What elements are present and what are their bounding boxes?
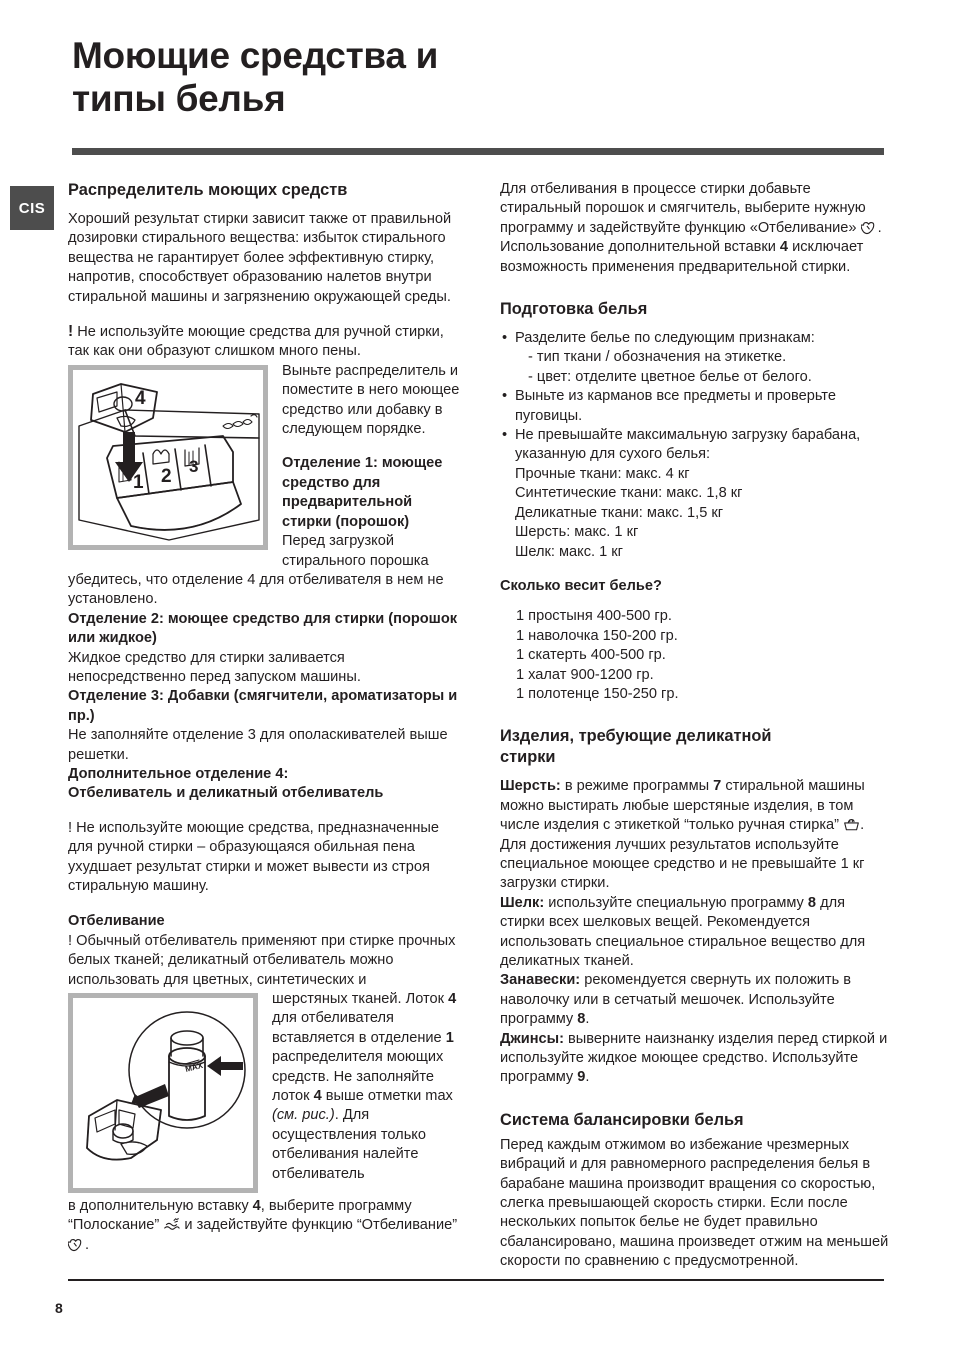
paragraph-wool	[500, 777, 892, 893]
final-text-1: в дополнительную вставку	[68, 1198, 253, 1215]
paragraph-compartment-1: Перед загрузкой стирального порошка убедитесь, что отделение 4 для отбеливателя в нем не установлено.	[68, 533, 444, 608]
bleach-text-3: распределителя моющих средств. Не заполняйте лоток	[272, 1049, 444, 1105]
load-limit-wool: Шерсть: макс. 1 кг	[515, 524, 639, 541]
label-compartment-1: 1	[133, 471, 144, 493]
label-max: MAX	[184, 1060, 204, 1074]
label-insert-4: 4	[135, 387, 146, 409]
paragraph-compartment-2: Жидкое средство для стирки заливается непосредственно перед запуском машины.	[68, 649, 361, 685]
final-text-4: .	[85, 1236, 90, 1253]
load-limit-delicate: Деликатные ткани: макс. 1,5 кг	[515, 504, 724, 521]
paragraph-curtains	[500, 971, 892, 1029]
figure1-flow-block	[68, 362, 460, 610]
label-silk: Шелк:	[500, 894, 545, 911]
warning2-text: Не используйте моющие средства, предназначенные для ручной стирки – образующаяся обильная пена ухудшает результат стирки и может вывести из строя стиральную машину.	[68, 819, 440, 894]
silk-program-number: 8	[807, 894, 817, 911]
paragraph-bleach-during-wash	[500, 180, 892, 277]
final-bold-4: 4	[252, 1198, 261, 1215]
paragraph-bleaching: ! Обычный отбеливатель применяют при стирке прочных белых тканей; деликатный отбеливатель можно использовать для цветных, синтетических и	[68, 932, 456, 988]
figure-detergent-dispenser-drawer	[68, 365, 268, 550]
heading-balance-system: Система балансировки белья	[500, 1110, 744, 1129]
heading-compartment-1: Отделение 1: моющее средство для предварительной стирки (порошок)	[282, 455, 443, 530]
jeans-program-number: 9	[577, 1069, 586, 1086]
title-divider	[72, 148, 884, 155]
warning-mark: !	[68, 323, 74, 341]
hand-wash-icon	[843, 817, 860, 832]
bleach-icon	[68, 1237, 85, 1252]
bleach-text-5: . Для осуществления только отбеливания налейте отбеливатель	[272, 1107, 426, 1182]
list-item: 1 полотенце 150-250 гр.	[516, 685, 679, 702]
language-tab-cis: CIS	[10, 186, 54, 230]
bleach-bold-4a: 4	[448, 991, 457, 1008]
curtains-text-1: рекомендуется свернуть их положить в наволочку или в сетчатый мешочек. Используйте программу	[500, 972, 852, 1028]
list-item: 1 скатерть 400-500 гр.	[516, 647, 666, 664]
delicate-heading-line2: стирки	[500, 748, 556, 767]
curtains-program-number: 8	[577, 1011, 586, 1028]
heading-delicate-items	[500, 726, 892, 768]
left-column	[68, 180, 460, 1255]
warning-text: Не используйте моющие средства для ручной стирки, так как они образуют слишком много пены.	[68, 324, 444, 360]
heading-compartment-4-line1: Дополнительное отделение 4:	[68, 765, 289, 782]
intro-text-1: Для отбеливания в процессе стирки добавьте стиральный порошок и смягчитель, выберите нужную программу и задействуйте функцию «Отбеливание»	[500, 181, 866, 236]
silk-text-2: для стирки всех шелковых вещей. Рекомендуется использовать специальное стиральное вещество для деликатных тканей.	[500, 894, 866, 969]
heading-laundry-preparation: Подготовка белья	[500, 300, 648, 319]
label-jeans: Джинсы:	[500, 1030, 564, 1047]
bleach-function-icon	[861, 220, 878, 235]
heading-compartment-4-line2: Отбеливатель и деликатный отбеливатель	[68, 785, 384, 802]
final-text-3: и задействуйте функцию “Отбеливание”	[180, 1217, 458, 1234]
load-limit-synthetic: Синтетические ткани: макс. 1,8 кг	[515, 485, 743, 502]
page-title-line2: типы белья	[72, 78, 286, 119]
paragraph-remove-dispenser: Выньте распределитель и поместите в него моющее средство или добавку в следующем порядке.	[282, 362, 460, 438]
label-compartment-3: 3	[189, 456, 199, 476]
bleach-bold-1: 1	[445, 1029, 454, 1046]
paragraph-balance-system: Перед каждым отжимом во избежание чрезмерных вибраций и для равномерного распределения белья в барабане машина производит вращения со скоростью, слегка превышающей скорость стирки. Если после нескольких попыток белье не будет правильно сбалансировано, машина произведет отжим на меньшей скорости по сравнению с предусмотренной.	[500, 1136, 889, 1270]
load-limit-silk: Шелк: макс. 1 кг	[515, 543, 623, 560]
wool-text-2: стиральной машины можно выстирать любые шерстяные изделия, в том числе изделия с этикеткой “только ручная стирка”	[500, 778, 865, 834]
list-preparation-steps	[500, 329, 892, 562]
figure2-flow-block	[68, 990, 460, 1197]
wool-program-number: 7	[713, 778, 722, 795]
final-text-2: , выберите программу “Полоскание”	[68, 1198, 412, 1234]
dispenser-drawer-illustration	[73, 370, 263, 545]
label-wool: Шерсть:	[500, 778, 561, 795]
list-item: 1 простыня 400-500 гр.	[516, 608, 672, 625]
wool-text-1: в режиме программы	[560, 778, 714, 795]
paragraph-silk	[500, 894, 892, 972]
bleach-text-2: для отбеливателя вставляется в отделение	[272, 1010, 446, 1046]
rinse-icon	[163, 1217, 180, 1232]
warning-hand-wash-detergent	[68, 322, 460, 362]
right-column	[500, 180, 892, 1272]
bleach-bold-4b: 4	[313, 1088, 322, 1105]
jeans-text-1: выверните наизнанку изделия перед стиркой и используйте жидкое моющее средство. Используйте программу	[500, 1030, 888, 1086]
delicate-heading-line1: Изделия, требующие деликатной	[500, 727, 772, 746]
page-title-line1: Моющие средства и	[72, 35, 439, 76]
heading-bleaching: Отбеливание	[68, 913, 165, 930]
prep-subline-fabric-type: - тип ткани / обозначения на этикетке.	[528, 349, 787, 366]
paragraph-bleach-only-program	[68, 1197, 460, 1255]
heading-laundry-weights: Сколько весит белье?	[500, 577, 662, 594]
silk-text-1: используйте специальную программу	[544, 894, 808, 911]
wool-text-3: . Для достижения лучших результатов используйте специальное моющее средство и не превышайте 1 кг загрузки стирки.	[500, 817, 865, 892]
paragraph-jeans	[500, 1030, 892, 1088]
list-item: 1 наволочка 150-200 гр.	[516, 627, 678, 644]
footer-divider	[68, 1279, 884, 1281]
bleach-text-4: выше отметки max	[321, 1088, 453, 1105]
load-limit-durable: Прочные ткани: макс. 4 кг	[515, 465, 690, 482]
warning2-mark: !	[68, 819, 73, 836]
prep-bullet-3: Не превышайте максимальную загрузку барабана, указанную для сухого белья:	[515, 427, 861, 463]
intro-text-3: исключает возможность применения предварительной стирки.	[500, 239, 864, 275]
heading-detergent-dispenser: Распределитель моющих средств	[68, 181, 348, 199]
prep-bullet-1: Разделите белье по следующим признакам:	[515, 330, 815, 347]
list-item	[500, 329, 892, 387]
list-item	[500, 387, 892, 426]
prep-bullet-2: Выньте из карманов все предметы и проверьте пуговицы.	[515, 388, 836, 424]
page-number: 8	[55, 1300, 63, 1316]
paragraph-compartment-3: Не заполняйте отделение 3 для ополаскивателей выше решетки.	[68, 727, 448, 763]
bleach-text-1: шерстяных тканей. Лоток	[272, 991, 449, 1008]
jeans-text-2: .	[585, 1069, 590, 1086]
list-item	[500, 426, 892, 562]
heading-compartment-2: Отделение 2: моющее средство для стирки (порошок или жидкое)	[68, 610, 458, 647]
heading-compartment-3: Отделение 3: Добавки (смягчители, ароматизаторы и пр.)	[68, 688, 458, 724]
figure-bleach-tray-detail	[68, 993, 258, 1193]
bleach-tray-illustration	[73, 998, 253, 1188]
paragraph-dosage: Хороший результат стирки зависит также от правильной дозировки стирального вещества: избыток стирального вещества не гарантирует более эффективную стирку, напротив, способствует образованию налетов внутри стиральной машины и загрязнению окружающей среды.	[68, 211, 452, 305]
curtains-text-2: .	[585, 1011, 590, 1028]
label-compartment-2: 2	[161, 465, 172, 487]
prep-subline-color: - цвет: отделите цветное белье от белого.	[528, 368, 812, 385]
bleach-italic-note: (см. рис.)	[272, 1107, 335, 1124]
page-title	[72, 34, 712, 120]
label-curtains: Занавески:	[500, 972, 581, 989]
warning-hand-wash-foam	[68, 819, 460, 897]
list-item: 1 халат 900-1200 гр.	[516, 666, 654, 683]
intro-bold-4: 4	[779, 239, 789, 256]
intro-text-2: . Использование дополнительной вставки	[500, 219, 882, 256]
list-item-weights	[500, 607, 892, 704]
